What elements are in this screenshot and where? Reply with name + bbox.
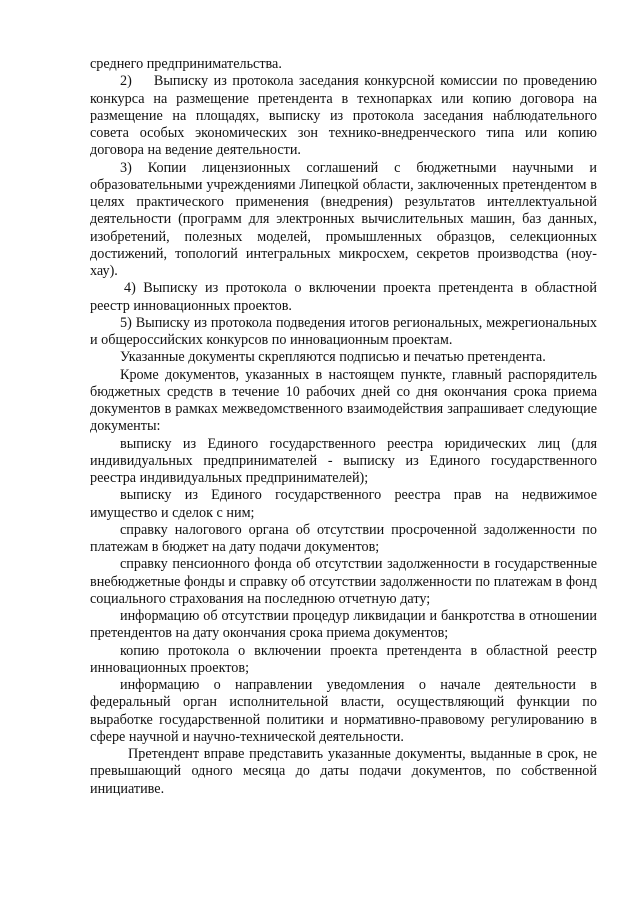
paragraph-item-5: 5) Выписку из протокола подведения итогов региональных, межрегиональных и общероссийских конкурсов по инновационным проектам. [90,314,597,348]
paragraph-item-2: 2) Выписку из протокола заседания конкурсной комиссии по проведению конкурса на размещение претендента в технопарках или копию договора на размещение на площадях, выписку из протокола заседания наблюдательного совета особых экономических зон технико-внедренческого типа или копию договора на ведение деятельности. [90,73,597,159]
paragraph-item-3: 3) Копии лицензионных соглашений с бюджетными научными и образовательными учреждениями Липецкой области, заключенных претендентом в целях практического применения (внедрения) результатов интеллектуальной деятельности (программ для электронных вычислительных машин, баз данных, изобретений, полезных моделей, промышленных образцов, селекционных достижений, топологий интегральных микросхем, секретов производства (ноу-хау). [90,159,597,279]
paragraph-item-4: 4) Выписку из протокола о включении проекта претендента в областной реестр инновационных проектов. [90,280,597,314]
paragraph-signature-note: Указанные документы скрепляются подписью и печатью претендента. [120,349,546,366]
document-page [90,56,597,798]
paragraph-interagency-request: Кроме документов, указанных в настоящем пункте, главный распорядитель бюджетных средств в течение 10 рабочих дней со дня окончания срока приема документов в рамках межведомственного взаимодействия запрашивает следующие документы: [90,366,597,435]
list-item-liquidation-info: информацию об отсутствии процедур ликвидации и банкротства в отношении претендентов на дату окончания срока приема документов; [90,608,597,642]
list-item-notification-info: информацию о направлении уведомления о начале деятельности в федеральный орган исполнительной власти, осуществляющий функции по выработке государственной политики и нормативно-правовому регулированию в сфере научной и научно-технической деятельности. [90,677,597,745]
list-item-pension-certificate: справку пенсионного фонда об отсутствии задолженности в государственные внебюджетные фонды и справку об отсутствии задолженности по платежам в фонд социального страхования на последнюю отчетную дату; [90,556,597,607]
list-item-tax-certificate: справку налогового органа об отсутствии просроченной задолженности по платежам в бюджет на дату подачи документов; [90,521,597,555]
list-item-egrul: выписку из Единого государственного реестра юридических лиц (для индивидуальных предпринимателей - выписку из Единого государственного реестра индивидуальных предпринимателей); [90,435,597,486]
list-item-registry-protocol: копию протокола о включении проекта претендента в областной реестр инновационных проектов; [90,642,597,676]
paragraph-own-initiative: Претендент вправе представить указанные документы, выданные в срок, не превышающий одного месяца до даты подачи документов, по собственной инициативе. [90,746,597,797]
list-item-egrp: выписку из Единого государственного реестра прав на недвижимое имущество и сделок с ним; [90,487,597,521]
paragraph-continuation: среднего предпринимательства. [90,56,282,72]
